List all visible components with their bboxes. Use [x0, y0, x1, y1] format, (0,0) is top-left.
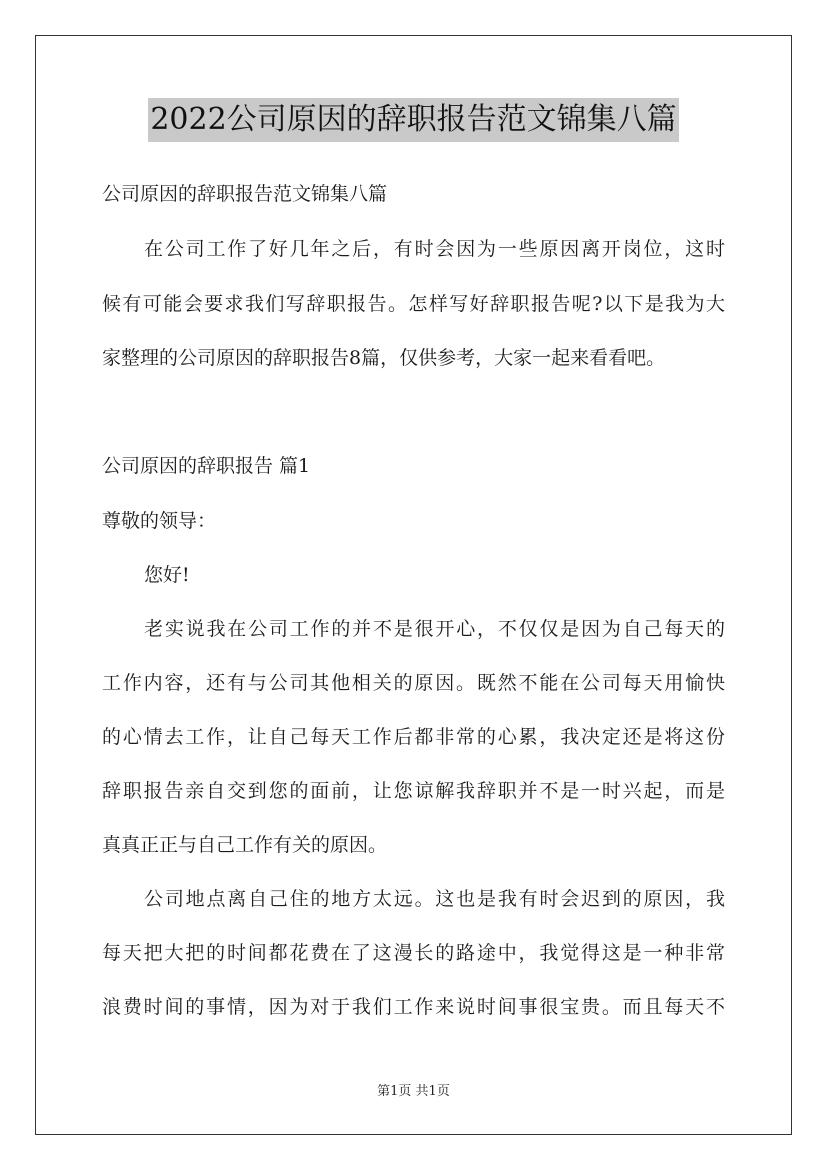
paragraph-2-line-3: 浪费时间的事情，因为对于我们工作来说时间事很宝贵。而且每天不: [102, 996, 725, 1018]
paragraph-1-line-2: 工作内容，还有与公司其他相关的原因。既然不能在公司每天用愉快: [102, 672, 725, 694]
document-subtitle: 公司原因的辞职报告范文锦集八篇: [102, 183, 388, 205]
salutation: 尊敬的领导：: [102, 510, 217, 532]
paragraph-2-line-1: 公司地点离自己住的地方太远。这也是我有时会迟到的原因，我: [144, 888, 725, 910]
section-heading: 公司原因的辞职报告 篇1: [102, 455, 311, 477]
paragraph-1-line-4: 辞职报告亲自交到您的面前，让您谅解我辞职并不是一时兴起，而是: [102, 780, 725, 802]
intro-line-1: 在公司工作了好几年之后，有时会因为一些原因离开岗位，这时: [144, 238, 725, 260]
paragraph-2-line-2: 每天把大把的时间都花费在了这漫长的路途中，我觉得这是一种非常: [102, 942, 725, 964]
paragraph-1-line-5: 真真正正与自己工作有关的原因。: [102, 834, 388, 856]
intro-line-3: 家整理的公司原因的辞职报告8篇，仅供参考，大家一起来看看吧。: [102, 347, 666, 369]
paragraph-1-line-1: 老实说我在公司工作的并不是很开心，不仅仅是因为自己每天的: [144, 618, 725, 640]
page-footer: 第1页 共1页: [377, 1084, 450, 1099]
paragraph-1-line-3: 的心情去工作，让自己每天工作后都非常的心累，我决定还是将这份: [102, 726, 725, 748]
greeting: 您好!: [144, 564, 190, 586]
document-title: 2022公司原因的辞职报告范文锦集八篇: [148, 98, 678, 142]
title-container: [0, 98, 827, 142]
intro-line-2: 候有可能会要求我们写辞职报告。怎样写好辞职报告呢?以下是我为大: [102, 293, 725, 315]
